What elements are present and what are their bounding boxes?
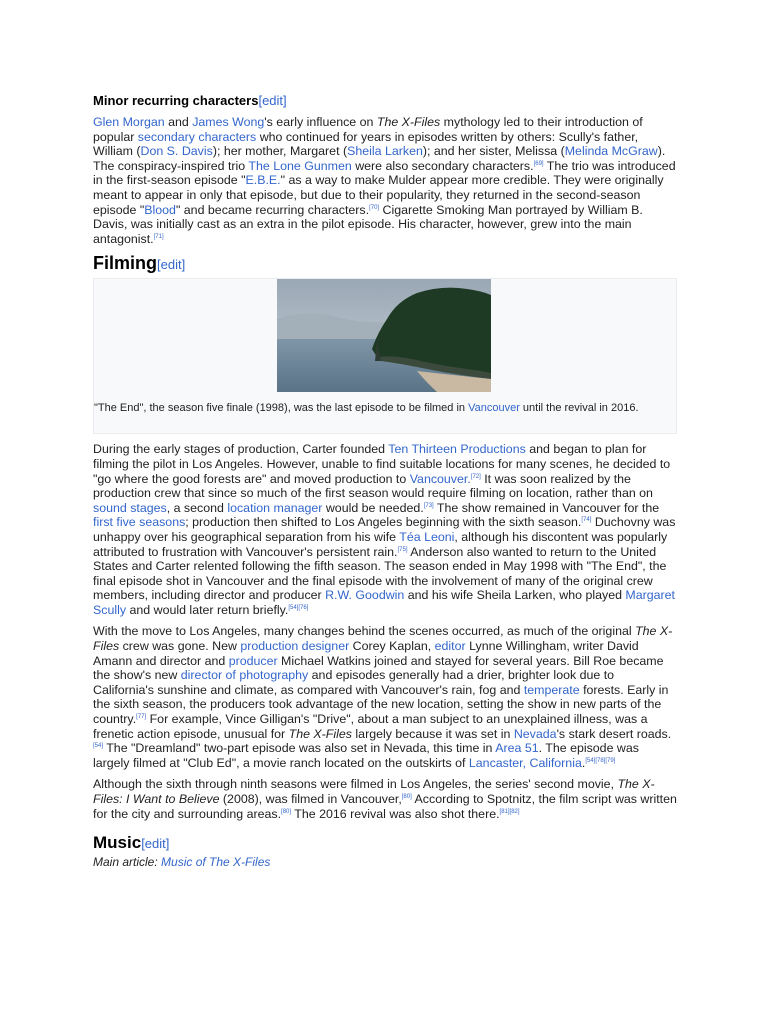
citation-80a[interactable]: [80]: [401, 793, 412, 800]
link-blood[interactable]: Blood: [144, 202, 176, 217]
link-nevada[interactable]: Nevada: [513, 726, 557, 741]
link-production-designer[interactable]: production designer: [240, 639, 350, 654]
link-glen-morgan[interactable]: Glen Morgan: [93, 115, 165, 129]
section-heading-minor-recurring: Minor recurring characters[edit]: [93, 93, 287, 108]
paragraph-filming-early: During the early stages of production, Carter founded Ten Thirteen Productions and began to plan for filming the pilot in Los Angeles. However, unable to find suitable locations for many scenes, he decided to "go where the good forests are" and moved production to Vancouver.[72] It was soon realized by the production crew that since so much of the first season would require filming on location, rather than on sound stages, a second location manager would be needed.[73] The show remained in Vancouver for the first five seasons; production then shifted to Los Angeles beginning with the sixth season.[74] Duchovny was unhappy over his geographical separation from his wife Téa Leoni, although his discontent was popularly attributed to frustration with Vancouver's persistent rain.[75] Anderson also wanted to return to the United States and Carter relented following the fifth season. The season ended in May 1998 with "The End", the final episode shot in Vancouver and the final episode with the involvement of many of the original crew members, including director and producer R.W. Goodwin and his wife Sheila Larken, who played Margaret Scully and would later return briefly.[54][76]: [93, 442, 676, 617]
main-article-hatnote: Main article: Music of The X-Files: [93, 855, 271, 870]
link-ten-thirteen[interactable]: Ten Thirteen Productions: [388, 442, 526, 457]
link-temperate[interactable]: temperate: [523, 682, 580, 697]
vancouver-photo-image: [277, 279, 491, 392]
figure-thumbnail: [93, 278, 677, 434]
paragraph-minor-characters: Glen Morgan and James Wong's early influence on The X-Files mythology led to their introduction of popular secondary characters who continued for years in episodes written by others: Scully's father, William (Don S. Davis); her mother, Margaret (Sheila Larken); and her sister, Melissa (Melinda McGraw). The conspiracy-inspired trio The Lone Gunmen were also secondary characters.[69] The trio was introduced in the first-season episode "E.B.E." as a way to make Mulder appear more credible. They were originally meant to appear in only that episode, but due to their popularity, they returned in the second-season episode "Blood" and became recurring characters.[70] Cigarette Smoking Man portrayed by William B. Davis, was initially cast as an extra in the pilot episode. His character, however, grew into the main antagonist.[71]: [93, 115, 676, 246]
link-director-of-photography[interactable]: director of photography: [180, 668, 309, 683]
link-james-wong[interactable]: James Wong: [192, 115, 265, 129]
edit-link-music[interactable]: [edit]: [141, 836, 170, 852]
citation-54[interactable]: [54]: [93, 743, 104, 750]
citation-75[interactable]: [75]: [397, 546, 408, 553]
link-vancouver-caption[interactable]: Vancouver: [468, 402, 520, 415]
figure-caption: "The End", the season five finale (1998), was the last episode to be filmed in Vancouver until the revival in 2016.: [94, 402, 639, 415]
link-area-51[interactable]: Area 51: [495, 741, 539, 756]
citation-71[interactable]: [71]: [153, 233, 164, 240]
link-tea-leoni[interactable]: Téa Leoni: [399, 529, 455, 544]
citation-54-78-79[interactable]: [54][78][79]: [585, 757, 616, 764]
link-music-of-the-x-files[interactable]: Music of The X-Files: [161, 855, 271, 870]
link-editor[interactable]: editor: [434, 639, 466, 654]
link-vancouver[interactable]: Vancouver.: [409, 471, 471, 486]
link-lancaster-california[interactable]: Lancaster, California: [468, 755, 582, 770]
link-ebe[interactable]: E.B.E.: [245, 173, 281, 188]
link-melinda-mcgraw[interactable]: Melinda McGraw: [564, 144, 658, 159]
section-heading-filming: Filming[edit]: [93, 253, 186, 274]
article-content: [93, 92, 677, 870]
link-sheila-larken[interactable]: Sheila Larken: [347, 144, 423, 159]
citation-54-76[interactable]: [54][76]: [288, 604, 309, 611]
link-first-five-seasons[interactable]: first five seasons: [93, 515, 186, 530]
citation-74[interactable]: [74]: [581, 517, 592, 524]
vancouver-photo[interactable]: [277, 279, 491, 392]
link-rw-goodwin[interactable]: R.W. Goodwin: [325, 588, 405, 603]
link-margaret-scully[interactable]: Margaret Scully: [93, 588, 676, 617]
link-lone-gunmen[interactable]: The Lone Gunmen: [248, 158, 352, 173]
link-sound-stages[interactable]: sound stages: [93, 500, 167, 515]
edit-link-minor[interactable]: [edit]: [258, 93, 287, 108]
edit-link-filming[interactable]: [edit]: [157, 257, 186, 273]
link-don-s-davis[interactable]: Don S. Davis: [140, 144, 213, 159]
link-secondary-characters[interactable]: secondary characters: [137, 129, 257, 144]
paragraph-filming-los-angeles: With the move to Los Angeles, many changes behind the scenes occurred, as much of the original The X-Files crew was gone. New production designer Corey Kaplan, editor Lynne Willingham, writer David Amann and director and producer Michael Watkins joined and stayed for several years. Bill Roe became the show's new director of photography and episodes generally had a drier, brighter look due to California's sunshine and climate, as compared with Vancouver's rain, fog and temperate forests. Early in the sixth season, the producers took advantage of the new location, setting the show in new parts of the country.[77] For example, Vince Gilligan's "Drive", about a man subject to an unexplained illness, was a frenetic action episode, unusual for The X-Files largely because it was set in Nevada's stark desert roads.[54] The "Dreamland" two-part episode was also set in Nevada, this time in Area 51. The episode was largely filmed at "Club Ed", a movie ranch located on the outskirts of Lancaster, California.[54][78][79]: [93, 624, 673, 770]
citation-69[interactable]: [69]: [533, 160, 544, 167]
citation-70[interactable]: [70]: [369, 204, 380, 211]
citation-81-82[interactable]: [81][82]: [499, 808, 520, 815]
citation-73[interactable]: [73]: [423, 502, 434, 509]
section-heading-music: Music[edit]: [93, 833, 170, 853]
citation-72[interactable]: [72]: [470, 473, 481, 480]
link-location-manager[interactable]: location manager: [227, 500, 323, 515]
citation-80b[interactable]: [80]: [281, 808, 292, 815]
paragraph-filming-later: Although the sixth through ninth seasons were filmed in Los Angeles, the series' second movie, The X-Files: I Want to Believe (2008), was filmed in Vancouver,[80] According to Spotnitz, the film script was written for the city and surrounding areas.[80] The 2016 revival was also shot there.[81][82]: [93, 777, 677, 821]
link-producer[interactable]: producer: [228, 653, 278, 668]
citation-77[interactable]: [77]: [136, 713, 147, 720]
